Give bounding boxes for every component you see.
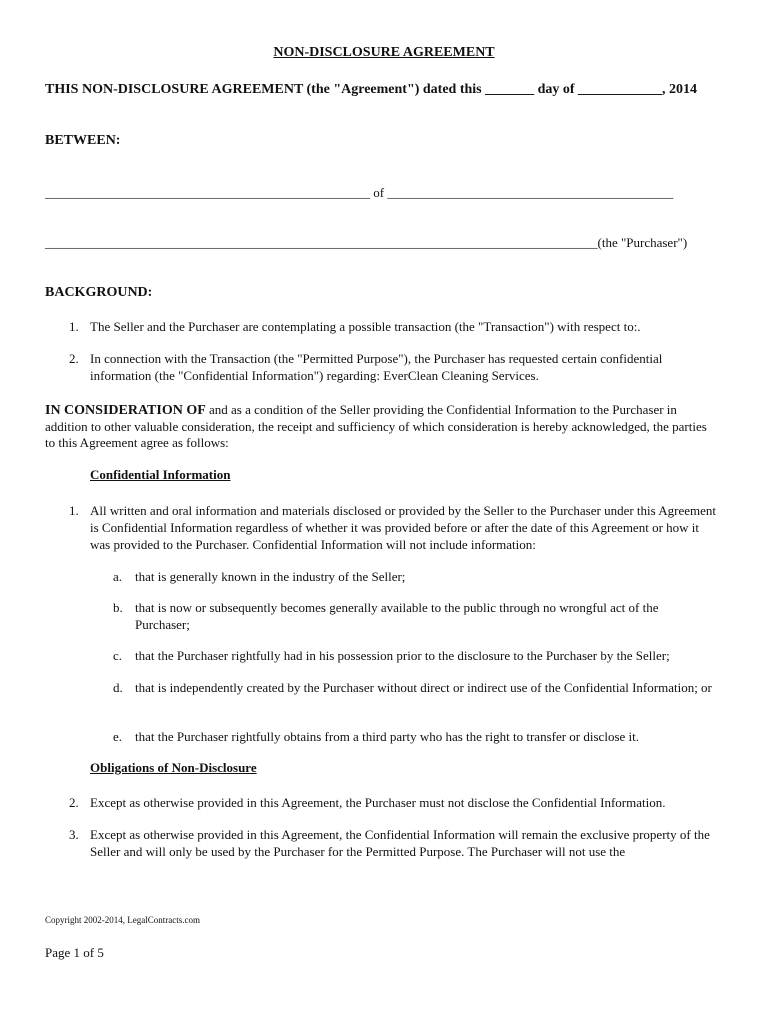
exclusion-item (113, 568, 713, 585)
item-number: 3. (69, 827, 79, 842)
item-number: 2. (69, 351, 79, 366)
exclusion-item (113, 647, 713, 664)
intro-line: THIS NON-DISCLOSURE AGREEMENT (the "Agreement") dated this _______ day of ____________, 2014 (45, 82, 698, 97)
item-text: that is generally known in the industry of the Seller; (135, 569, 406, 584)
item-letter: e. (113, 729, 123, 744)
item-number: 2. (69, 795, 79, 810)
page-number: Page 1 of 5 (45, 945, 104, 960)
item-text: that the Purchaser rightfully had in his possession prior to the disclosure to the Purchaser by the Seller; (135, 648, 670, 663)
obligation-item (69, 826, 719, 860)
item-letter: a. (113, 569, 123, 584)
confidential-information-heading: Confidential Information (90, 467, 231, 482)
background-item (69, 318, 719, 335)
copyright-notice: Copyright 2002-2014, LegalContracts.com (45, 915, 200, 925)
exclusion-item (113, 728, 713, 745)
item-number: 1. (69, 503, 79, 518)
exclusion-item (113, 599, 713, 633)
party-line-1: __________________________________________________ of ____________________________________________ (45, 185, 674, 200)
between-label: BETWEEN: (45, 133, 121, 148)
item-text: that is now or subsequently becomes generally available to the public through no wrongful act of the Purchaser; (135, 600, 659, 632)
item-letter: d. (113, 680, 123, 695)
background-heading: BACKGROUND: (45, 285, 153, 300)
consideration-paragraph (45, 402, 715, 451)
document-title: NON-DISCLOSURE AGREEMENT (273, 45, 495, 60)
item-text: The Seller and the Purchaser are contemplating a possible transaction (the "Transaction") with respect to:. (90, 319, 641, 334)
item-text: In connection with the Transaction (the "Permitted Purpose"), the Purchaser has requested certain confidential information (the "Confidential Information") regarding: EverClean Cleaning Services. (90, 351, 663, 383)
consideration-text: and as a condition of the Seller providing the Confidential Information to the Purchaser in addition to other valuable consideration, the receipt and sufficiency of which consideration is hereby acknowledged, the parties to this Agreement agree as follows: (45, 402, 707, 450)
item-letter: b. (113, 600, 123, 615)
obligations-heading: Obligations of Non-Disclosure (90, 760, 257, 775)
consideration-lead: IN CONSIDERATION OF (45, 403, 206, 418)
party-line-2: _____________________________________________________________________________________(the "Purchaser") (45, 235, 688, 250)
confidential-item (69, 502, 719, 553)
item-number: 1. (69, 319, 79, 334)
item-text: that the Purchaser rightfully obtains from a third party who has the right to transfer or disclose it. (135, 729, 639, 744)
background-item (69, 350, 719, 384)
item-text: that is independently created by the Purchaser without direct or indirect use of the Confidential Information; or (135, 680, 712, 695)
obligation-item (69, 794, 719, 811)
exclusion-item (113, 679, 713, 696)
item-text: Except as otherwise provided in this Agreement, the Confidential Information will remain the exclusive property of the Seller and will only be used by the Purchaser for the Permitted Purpose. The Purchaser will not use the (90, 827, 710, 859)
item-text: Except as otherwise provided in this Agreement, the Purchaser must not disclose the Confidential Information. (90, 795, 666, 810)
item-text: All written and oral information and materials disclosed or provided by the Seller to the Purchaser under this Agreement is Confidential Information regardless of whether it was provided before or after the date of this Agreement or how it was provided to the Purchaser. Confidential Information will not include information: (90, 503, 716, 552)
item-letter: c. (113, 648, 123, 663)
